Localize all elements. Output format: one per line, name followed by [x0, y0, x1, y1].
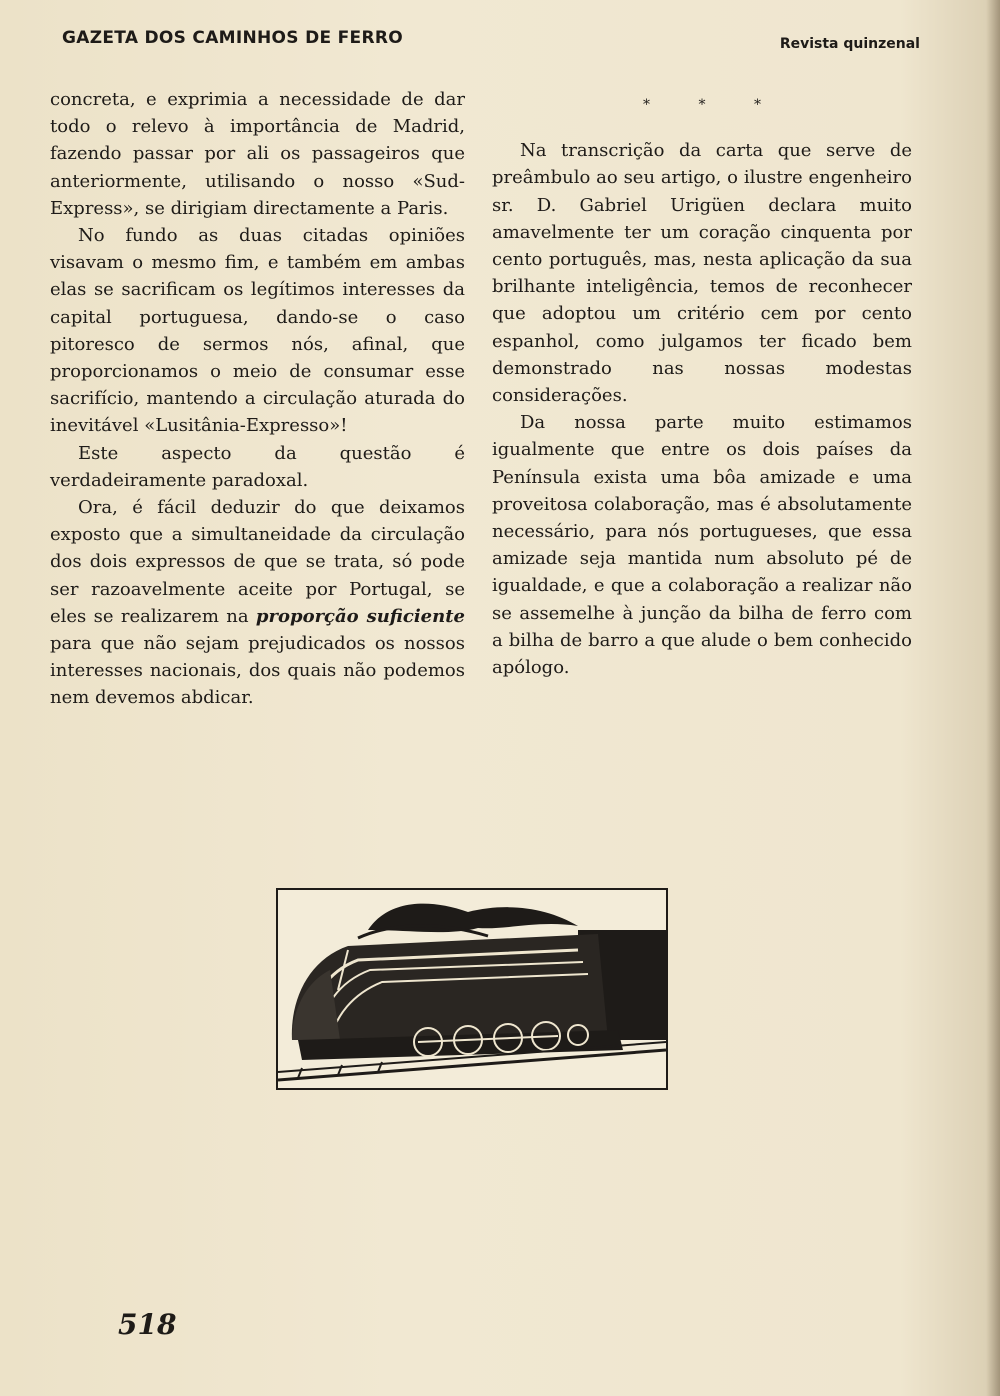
page-number: 518 — [118, 1308, 177, 1341]
left-paragraph-1: concreta, e exprimia a necessidade de dar todo o relevo à importância de Madrid, fazendo passar por ali os passageiros que anteriormente, utilisando o nosso «Sud-Express», se dirigiam directamente a Paris. — [50, 89, 465, 219]
emphasis-proporcao-suficiente: proporção suficiente — [255, 605, 465, 627]
left-paragraph-2: No fundo as duas citadas opiniões visavam o mesmo fim, e também em ambas elas se sacrificam os legítimos interesses da capital portuguesa, dando-se o caso pitoresco de sermos nós, afinal, que proporcionamos o meio de consumar esse sacrifício, mantendo a circulação aturada do inevitável «Lusitânia-Expresso»! — [50, 225, 465, 437]
right-column — [492, 92, 912, 681]
left-paragraph-4-end: para que não sejam prejudicados os nossos interesses nacionais, dos quais não podemos nem devemos abdicar. — [50, 633, 465, 709]
right-paragraph-1: Na transcrição da carta que serve de preâmbulo ao seu artigo, o ilustre engenheiro sr. D. Gabriel Urigüen declara muito amavelmente ter um coração cinquenta por cento português, mas, nesta aplicação da sua brilhante inteligência, temos de reconhecer que adoptou um critério cem por cento espanhol, como julgamos ter ficado bem demonstrado nas nossas modestas considerações. — [492, 140, 912, 407]
locomotive-icon — [278, 890, 666, 1088]
left-column — [50, 86, 465, 712]
page-spine-shadow — [986, 0, 1000, 1396]
magazine-title: GAZETA DOS CAMINHOS DE FERRO — [62, 28, 403, 48]
left-paragraph-4-start: Ora, é fácil deduzir do que deixamos exposto que a simultaneidade da circulação dos dois expressos de que se trata, só pode ser razoavelmente aceite por Portugal, se eles se realizarem na — [50, 497, 465, 627]
right-paragraph-2: Da nossa parte muito estimamos igualmente que entre os dois países da Península exista uma bôa amizade e uma proveitosa colaboração, mas é absolutamente necessário, para nós portugueses, que essa amizade seja mantida num absoluto pé de igualdade, e que a colaboração a realizar não se assemelhe à junção da bilha de ferro com a bilha de barro a que alude o bem conhecido apólogo. — [492, 412, 912, 679]
left-paragraph-4 — [50, 494, 465, 712]
left-paragraph-3: Este aspecto da questão é verdadeiramente paradoxal. — [50, 442, 465, 491]
magazine-subtitle: Revista quinzenal — [779, 36, 920, 52]
section-separator: * * * — [643, 97, 783, 113]
locomotive-illustration — [276, 888, 668, 1090]
